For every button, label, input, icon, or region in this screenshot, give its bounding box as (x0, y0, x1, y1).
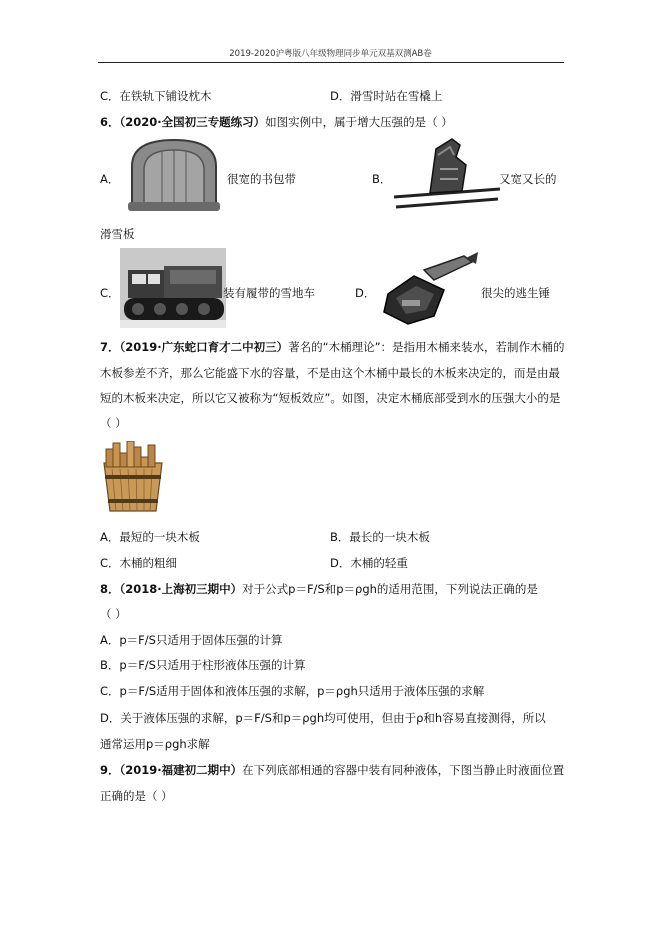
q8-option-a: A．p＝F/S只适用于固体压强的计算 (100, 633, 283, 647)
q6-source: （2020·全国初三专题练习） (119, 115, 266, 129)
q9-number: 9． (100, 763, 120, 777)
q7-stem-line-4: （ ） (100, 416, 127, 430)
q6-option-d-label: D． (355, 286, 376, 300)
q7-option-a: A．最短的一块木板 (100, 530, 200, 544)
q8-number: 8． (100, 582, 120, 596)
q7-option-d: D．木桶的轻重 (330, 556, 408, 570)
q7-stem-line-1 (100, 339, 565, 355)
q8-option-c: C．p＝F/S适用于固体和液体压强的求解，p＝ρgh只适用于液体压强的求解 (100, 684, 485, 698)
q7-stem-text: 著名的“木桶理论”：是指用木桶来装水，若制作木桶的 (288, 340, 565, 354)
q6-option-b-text: 又宽又长的 (499, 172, 557, 186)
q7-stem-line-3: 短的木板来决定，所以它又被称为“短板效应”。如图，决定木桶底部受到水的压强大小的是 (100, 391, 561, 405)
q6-option-a-label: A． (100, 172, 120, 186)
q6-stem: 如图实例中，属于增大压强的是（ ） (265, 115, 453, 129)
q8-stem (100, 581, 538, 597)
q6-option-c-text: 装有履带的雪地车 (223, 286, 315, 300)
q6-option-d-text: 很尖的逃生锤 (481, 286, 550, 300)
q6-number: 6． (100, 115, 120, 129)
page-header: 2019-2020沪粤版八年级物理同步单元双基双测AB卷 (229, 49, 432, 59)
q8-stem-text: 对于公式p＝F/S和p＝ρgh的适用范围，下列说法正确的是 (242, 582, 538, 596)
q9-stem-line-2: 正确的是（ ） (100, 789, 173, 803)
q7-option-b: B．最长的一块木板 (330, 530, 430, 544)
wooden-bucket-image (100, 441, 166, 513)
q7-number: 7． (100, 340, 120, 354)
q8-option-d-line-1: D．关于液体压强的求解，p＝F/S和p＝ρgh均可使用，但由于ρ和h容易直接测得，所以 (100, 711, 546, 725)
q6-option-b-label: B． (372, 172, 392, 186)
schoolbag-image (122, 136, 226, 214)
q7-option-c: C．木桶的粗细 (100, 556, 178, 570)
q9-stem-line-1 (100, 762, 564, 778)
q6-option-a-text: 很宽的书包带 (227, 172, 296, 186)
q8-stem-line-2: （ ） (100, 607, 127, 621)
ski-board-image (392, 135, 502, 213)
escape-hammer-image (374, 250, 484, 328)
q7-source: （2019·广东蛇口育才二中初三） (119, 340, 289, 354)
q9-source: （2019·福建初二期中） (119, 763, 243, 777)
q5-option-d: D．滑雪时站在雪橇上 (330, 89, 443, 103)
snow-vehicle-image (120, 248, 226, 328)
q8-option-b: B．p＝F/S只适用于柱形液体压强的计算 (100, 658, 306, 672)
q8-option-d-line-2: 通常运用p＝ρgh求解 (100, 737, 210, 751)
q8-source: （2018·上海初三期中） (119, 582, 243, 596)
q5-option-c: C．在铁轨下铺设枕木 (100, 89, 212, 103)
q7-stem-line-2: 木板参差不齐，那么它能盛下水的容量，不是由这个木桶中最长的木板来决定的，而是由最 (100, 366, 560, 380)
q9-stem-text: 在下列底部相通的容器中装有同种液体，下图当静止时液面位置 (242, 763, 565, 777)
q6-option-c-label: C． (100, 286, 120, 300)
header-divider (98, 62, 564, 63)
q6-option-b-continued: 滑雪板 (100, 227, 135, 241)
q6-question (100, 114, 453, 130)
